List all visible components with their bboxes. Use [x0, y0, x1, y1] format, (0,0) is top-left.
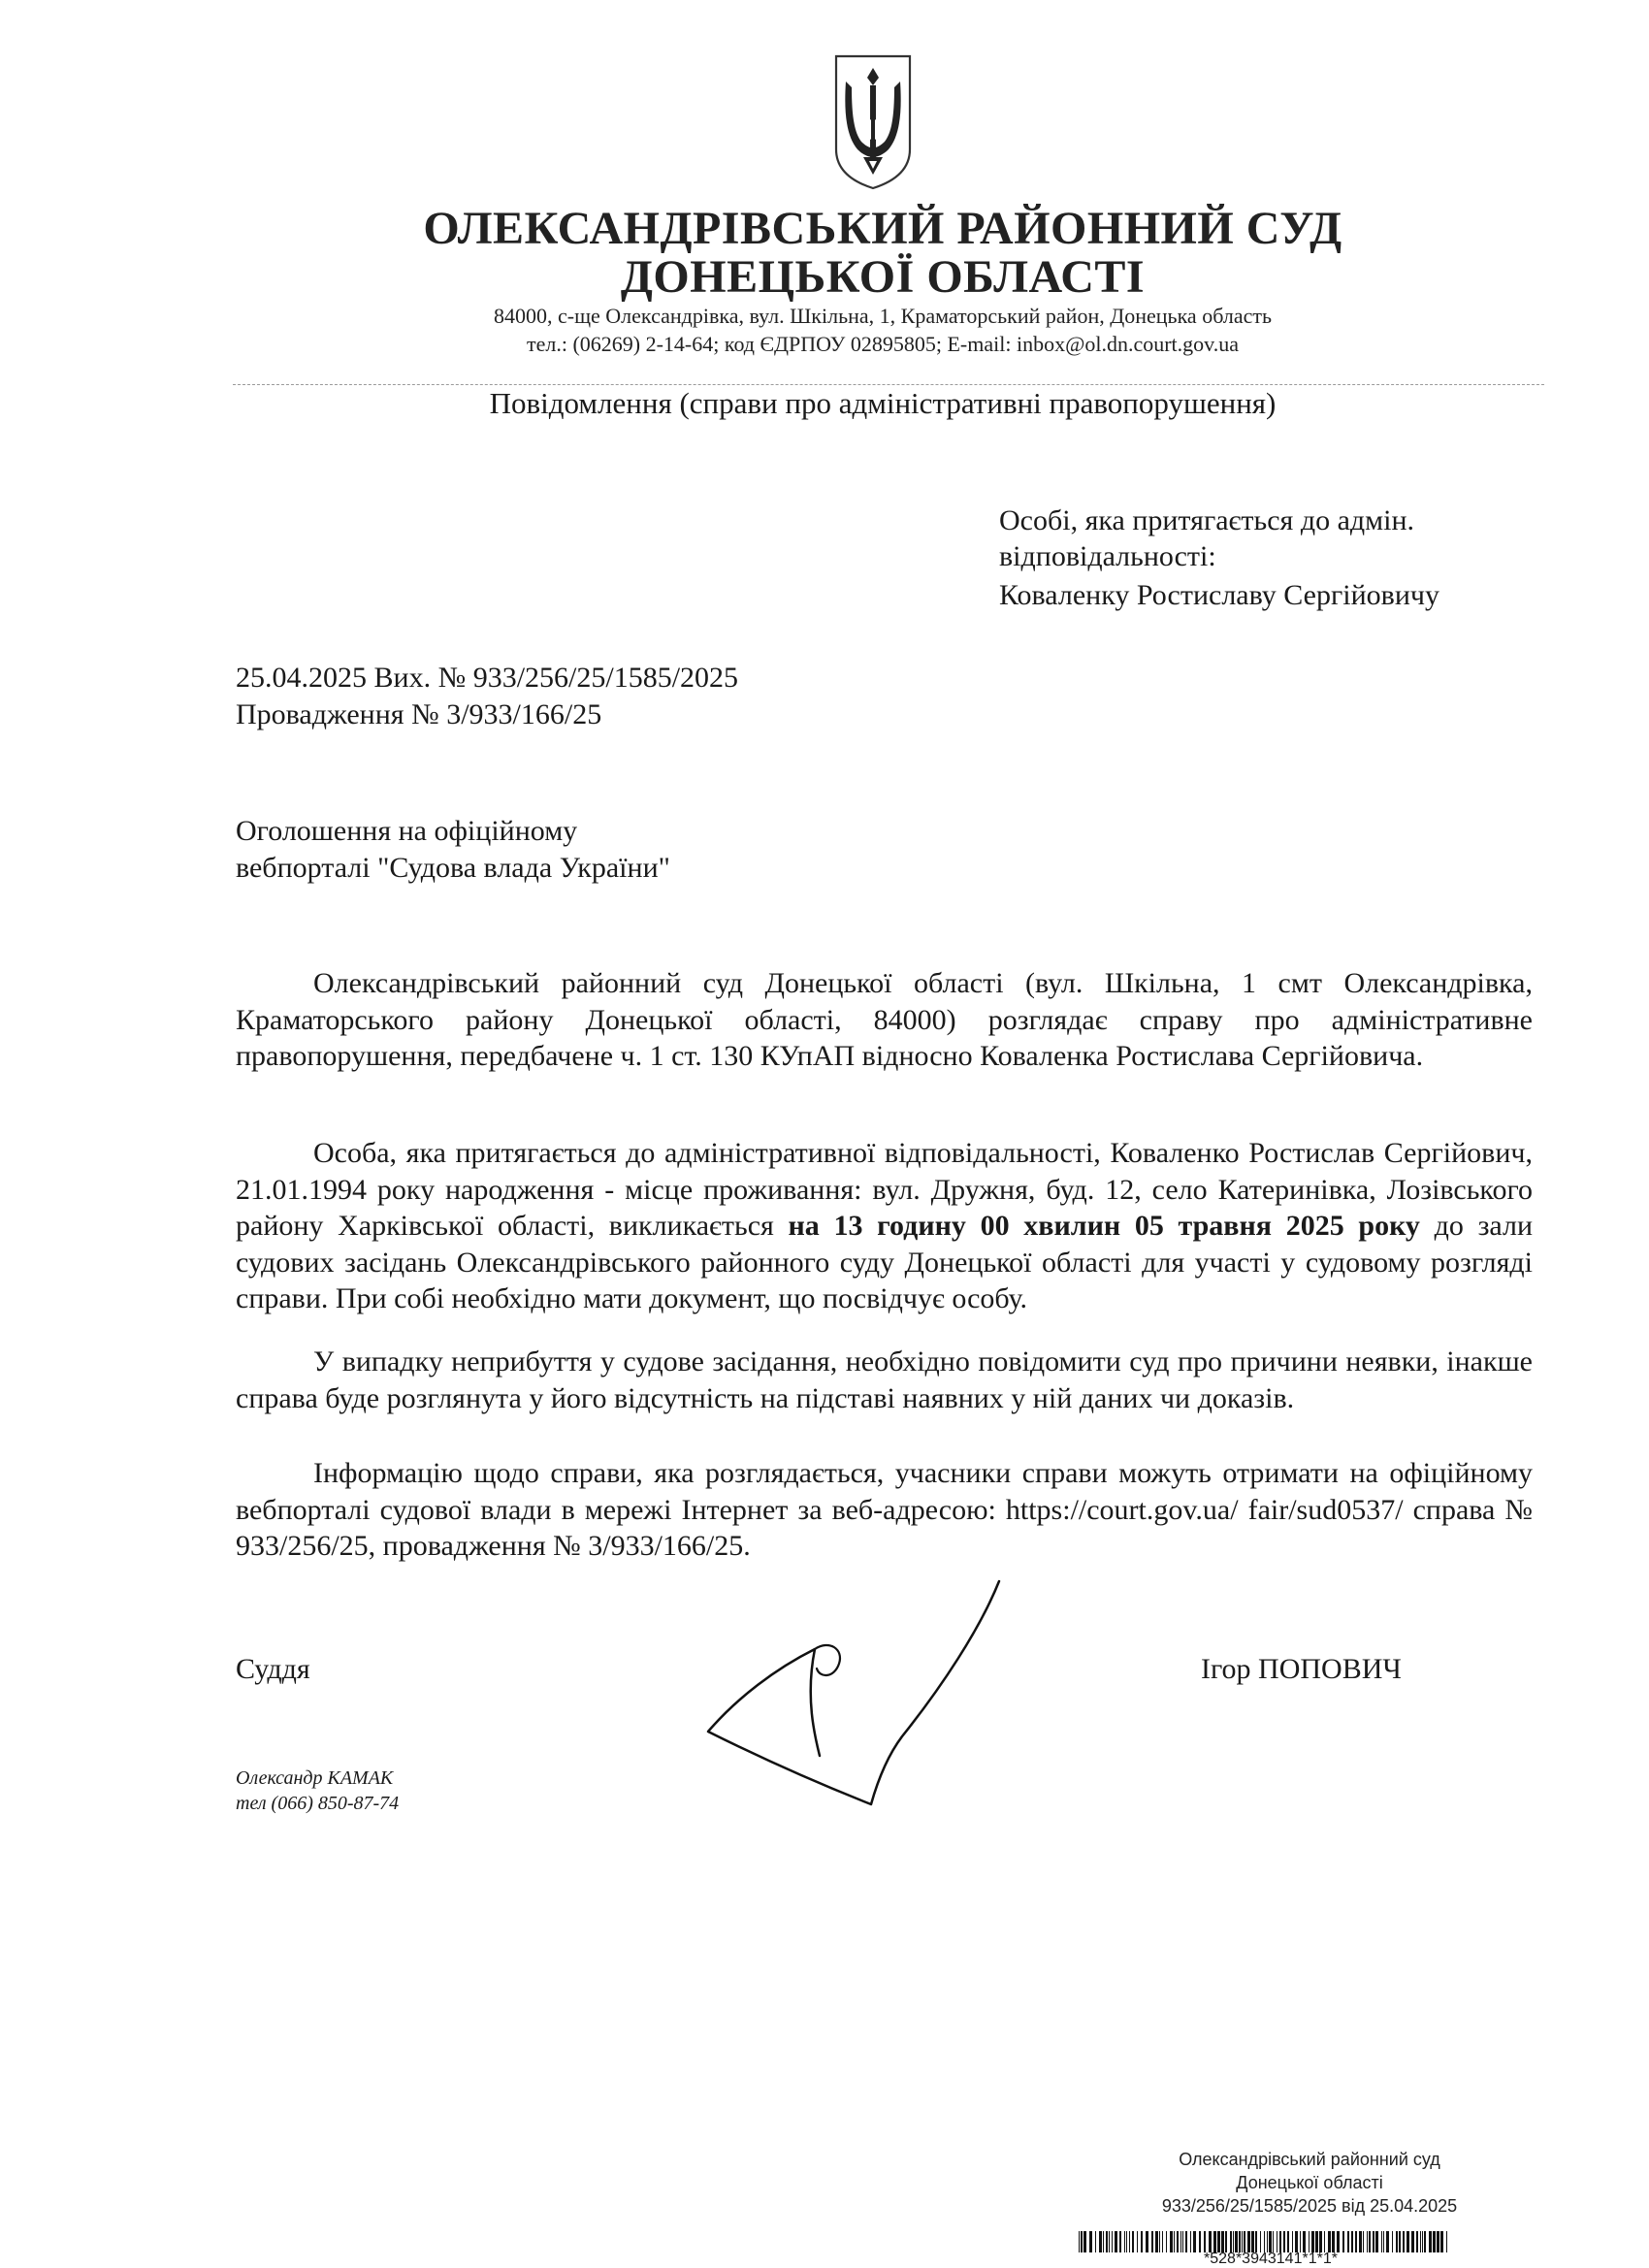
- court-name-line1: ОЛЕКСАНДРІВСЬКИЙ РАЙОННИЙ СУД: [423, 203, 1342, 254]
- stamp-region: Донецької області: [1236, 2173, 1383, 2192]
- trident-emblem-icon: [832, 52, 914, 192]
- recipient-line1: Особі, яка притягається до адмін.: [999, 504, 1415, 536]
- header-divider: [233, 384, 1544, 385]
- paragraph-4: Інформацію щодо справи, яка розглядається, учасники справи можуть отримати на офіційному вебпорталі судової влади в мережі Інтернет за веб-адресою: https://court.gov.ua/ fair/sud0537/ справа № 933/256/25, провадження № 3/933/166/25.: [236, 1457, 1533, 1562]
- announcement-line1: Оголошення на офіційному: [236, 815, 578, 847]
- paragraph-2: Особа, яка притягається до адміністративної відповідальності, Коваленко Ростислав Сергійович, 21.01.1994 року народження - місце проживання: вул. Дружня, буд. 12, село Катеринівка, Лозівського району Харківської області, викликається на 13 годину 00 хвилин 05 травня 2025 року до зали судових засідань Олександрівського районного суду Донецької області для участі у судовому розгляді справи. При собі необхідно мати документ, що посвідчує особу.: [236, 1137, 1534, 1314]
- outgoing-number: 25.04.2025 Вих. № 933/256/25/1585/2025: [236, 662, 739, 694]
- executor-name: Олександр КАМАК: [236, 1767, 394, 1789]
- hearing-datetime: на 13 годину 00 хвилин 05 травня 2025 року: [788, 1210, 1420, 1242]
- judge-label: Суддя: [236, 1653, 310, 1685]
- barcode-number: *528*3943141*1*1*: [1204, 2251, 1338, 2267]
- proceeding-number: Провадження № 3/933/166/25: [236, 698, 602, 730]
- stamp-registration: 933/256/25/1585/2025 від 25.04.2025: [1161, 2196, 1458, 2216]
- paragraph-1: Олександрівський районний суд Донецької області (вул. Шкільна, 1 смт Олександрівка, Краматорського району Донецької області, 84000) розглядає справу про адміністративне правопорушення, передбачене ч. 1 ст. 130 КУпАП відносно Коваленка Ростислава Сергійовича.: [236, 967, 1533, 1072]
- court-address: 84000, с-ще Олександрівка, вул. Шкільна, 1, Краматорський район, Донецька область: [494, 304, 1272, 328]
- executor-phone: тел (066) 850-87-74: [236, 1793, 400, 1814]
- handwritten-signature: [660, 1571, 1028, 1814]
- recipient-name: Коваленку Ростиславу Сергійовичу: [999, 579, 1439, 611]
- court-contacts: тел.: (06269) 2-14-64; код ЄДРПОУ 02895805; E-mail: inbox@ol.dn.court.gov.ua: [526, 332, 1239, 356]
- paragraph-3: У випадку неприбуття у судове засідання, необхідно повідомити суд про причини неявки, інакше справа буде розглянута у його відсутність на підставі наявних у ній даних чи доказів.: [236, 1345, 1533, 1414]
- stamp-court-name: Олександрівський районний суд: [1179, 2150, 1440, 2169]
- recipient-line2: відповідальності:: [999, 540, 1216, 572]
- document-type: Повідомлення (справи про адміністративні правопорушення): [489, 386, 1277, 420]
- court-name-line2: ДОНЕЦЬКОЇ ОБЛАСТІ: [620, 251, 1146, 303]
- judge-name: Ігор ПОПОВИЧ: [1201, 1653, 1402, 1685]
- announcement-line2: вебпорталі "Судова влада України": [236, 852, 670, 884]
- barcode-icon: [1079, 2231, 1452, 2252]
